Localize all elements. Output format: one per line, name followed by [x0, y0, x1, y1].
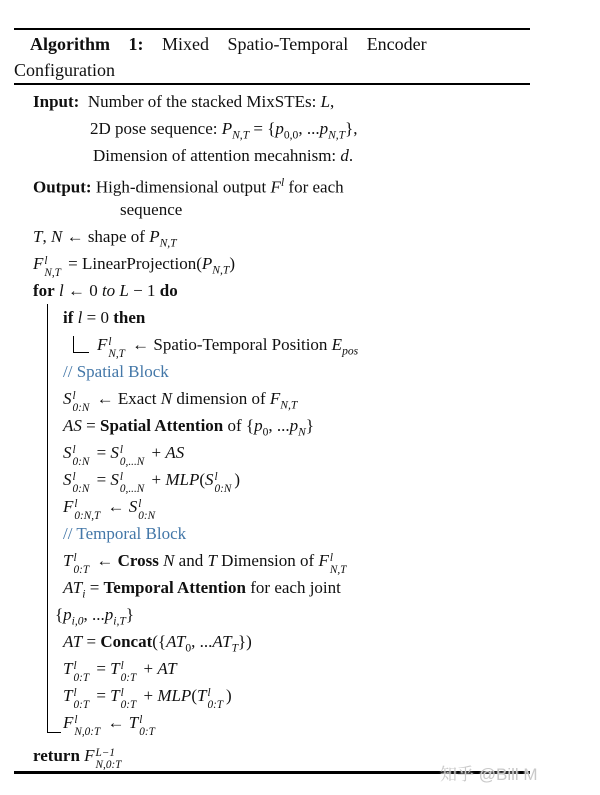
top-rule: [14, 28, 530, 30]
algo-line: F l N,0:T ← T l 0:T: [63, 713, 155, 738]
algo-line: T l 0:T = T l 0:T + MLP(T l 0:T ): [63, 686, 232, 711]
comment-line: // Spatial Block: [63, 362, 169, 381]
comment-line: // Temporal Block: [63, 524, 187, 543]
algo-line: S l 0:N = S l 0,...N + AS: [63, 443, 185, 468]
algo-line: for l ← 0 to L − 1 do: [33, 281, 178, 300]
algo-line: T l 0:T = T l 0:T + AT: [63, 659, 177, 684]
algo-line: AS = Spatial Attention of {$p_0$, $...p_N$}: [63, 416, 314, 439]
algo-line: if l = 0 then: [63, 308, 146, 327]
algo-line: F l 0:N,T ← S l 0:N: [63, 497, 156, 522]
algo-line: F l N,T ← Spatio-Temporal Position $E_{pos}$: [97, 335, 359, 360]
algo-line: AT = $Concat(\{AT_0$, $...AT_T$}): [63, 632, 252, 655]
caption-title-text: Mixed Spatio-Temporal Encoder: [161, 34, 427, 54]
algo-line: F l N,T = $LinearProjection(P_{N,T})$: [33, 254, 235, 279]
algorithm-body: [14, 88, 594, 769]
algo-line: Input: Number of the stacked MixSTEs: L,: [33, 92, 335, 111]
for-loop-bracket: [47, 304, 61, 733]
algo-line: Dimension of attention mecahnism: d.: [93, 146, 354, 165]
algo-line: T, N ← shape of $P_{N,T}$: [33, 227, 177, 250]
algo-line: return F L−1 N,0:T: [33, 746, 122, 771]
algo-line: 2D pose sequence: $P_{N,T} = \{p_{0,0}$, $...p_{N,T}$},: [90, 119, 358, 142]
algo-line: S l 0:N ← Exact N dimension of $F_{N,T}$: [63, 389, 298, 414]
algorithm-label: Algorithm 1:: [30, 34, 144, 54]
algo-line: $AT_i$ = Temporal Attention for each joint: [63, 578, 341, 601]
algo-line: T l 0:T ← Cross N and T Dimension of F l N,T: [63, 551, 347, 576]
algo-line: {$p_{i,0}$, $...p_{i,T}$}: [55, 605, 134, 628]
algorithm-caption: [14, 31, 534, 83]
title-divider-rule: [14, 83, 530, 85]
algo-line: S l 0:N = S l 0,...N + MLP(S l 0:N ): [63, 470, 240, 495]
watermark: 知乎 @Bill M: [440, 765, 538, 784]
caption-line2: Configuration: [14, 60, 115, 80]
algo-line: Output: High-dimensional output $F^l$ for each: [33, 176, 344, 197]
algo-line: sequence: [120, 200, 183, 219]
caption-line1: [14, 31, 534, 57]
if-block-bracket: [73, 336, 89, 353]
